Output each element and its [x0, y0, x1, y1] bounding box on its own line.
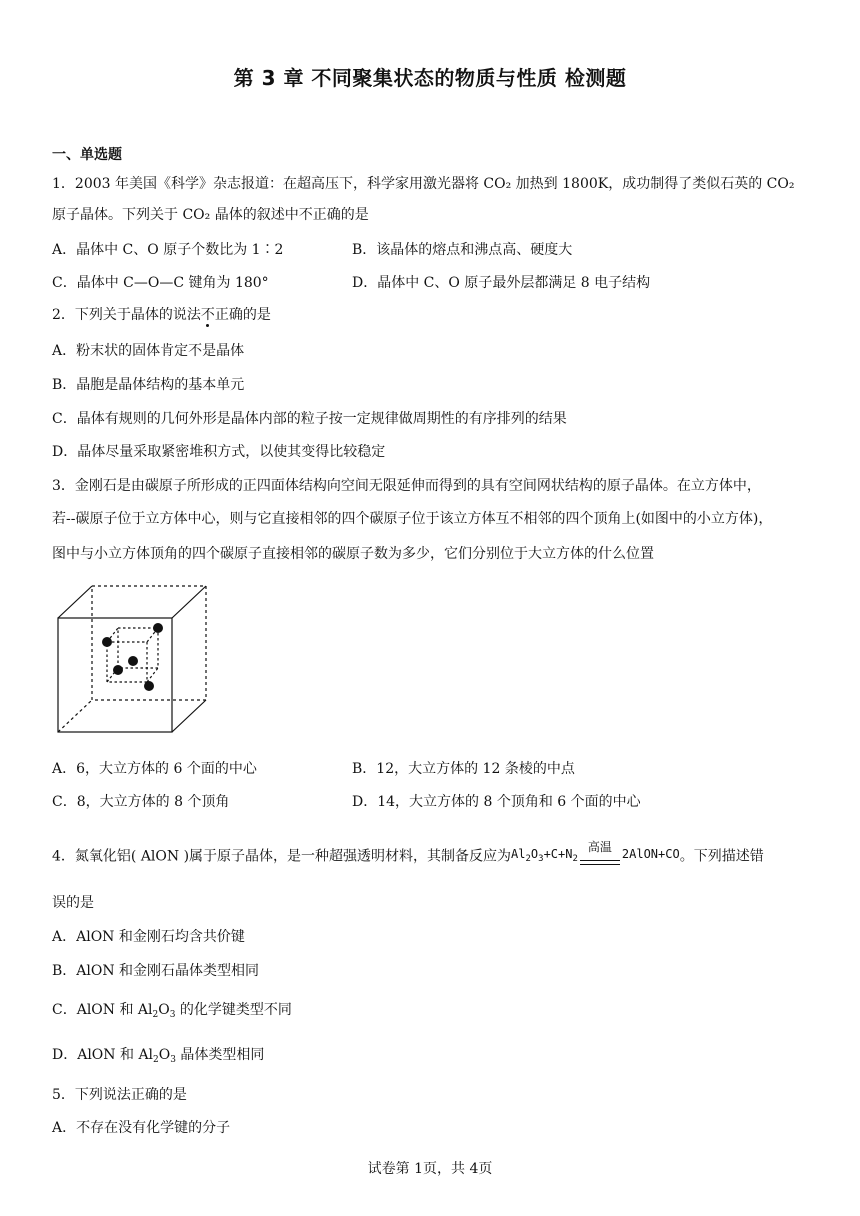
q4-stem	[52, 839, 764, 868]
reaction-condition: 高温	[587, 839, 612, 854]
q1-stem-line2: 原子晶体。下列关于 CO₂ 晶体的叙述中不正确的是	[52, 207, 369, 223]
formula-sub-n2: 2	[572, 854, 578, 864]
formula-sub-3: 3	[538, 854, 544, 864]
q4-c-o: O	[158, 1002, 170, 1018]
q2-option-b: B．晶胞是晶体结构的基本单元	[52, 377, 245, 393]
q4-c-sub-3: 3	[169, 1010, 176, 1020]
q1-option-a: A．晶体中 C、O 原子个数比为 1∶2	[52, 242, 284, 258]
carbon-atom-3	[113, 665, 123, 675]
q4-stem-b: 。下列描述错	[679, 848, 764, 865]
q1-option-c: C．晶体中 C—O—C 键角为 180°	[52, 275, 269, 291]
q4-c-text-b: 的化学键类型不同	[175, 1002, 292, 1018]
carbon-atom-4	[144, 681, 154, 691]
q4-stem-line2: 误的是	[52, 895, 94, 911]
q2-option-a: A．粉末状的固体肯定不是晶体	[52, 343, 245, 359]
q3-stem-line1: 3．金刚石是由碳原子所形成的正四面体结构向空间无限延伸而得到的具有空间网状结构的原子晶体。在立方体中，	[52, 478, 761, 494]
formula-sub-2: 2	[525, 854, 531, 864]
small-cube	[107, 628, 158, 682]
q1-option-b: B．该晶体的熔点和沸点高、硬度大	[352, 242, 573, 258]
q4-d-o: O	[158, 1047, 171, 1063]
q2-stem-b: 正确的是	[214, 307, 271, 323]
q1-stem-line1: 1．2003 年美国《科学》杂志报道：在超高压下，科学家用激光器将 CO₂ 加热到 1800K，成功制得了类似石英的 CO₂	[52, 176, 795, 192]
q4-d-text-b: 晶体类型相同	[175, 1047, 265, 1063]
carbon-atom-2	[153, 623, 163, 633]
q4-option-b: B．AlON 和金刚石晶体类型相同	[52, 963, 260, 979]
q5-option-a: A．不存在没有化学键的分子	[52, 1120, 231, 1136]
q4-d-sub-3: 3	[170, 1055, 176, 1065]
q2-option-d: D．晶体尽量采取紧密堆积方式，以使其变得比较稳定	[52, 444, 386, 460]
q2-stem-a: 2．下列关于晶体的说法	[52, 307, 201, 323]
q3-option-b: B．12，大立方体的 12 条棱的中点	[352, 761, 575, 777]
q3-option-a: A．6，大立方体的 6 个面的中心	[52, 761, 257, 777]
q4-c-sub-2: 2	[152, 1010, 159, 1020]
q3-stem-line2: 若--碳原子位于立方体中心，则与它直接相邻的四个碳原子位于该立方体互不相邻的四个顶角上(如图中的小立方体)，	[52, 511, 773, 527]
diamond-cube-figure	[52, 584, 220, 736]
q3-stem-line3: 图中与小立方体顶角的四个碳原子直接相邻的碳原子数为多少，它们分别位于大立方体的什么位置	[52, 546, 654, 562]
q4-reaction-equation	[511, 839, 680, 868]
carbon-atom-1	[102, 637, 112, 647]
formula-o: O	[530, 847, 539, 861]
page-footer: 试卷第 1页，共 4页	[367, 1161, 493, 1177]
q4-option-a: A．AlON 和金刚石均含共价键	[52, 929, 245, 945]
formula-products: 2AlON+CO	[621, 847, 680, 861]
q3-option-d: D．14，大立方体的 8 个顶角和 6 个面的中心	[352, 794, 641, 810]
q4-option-c	[52, 1001, 292, 1024]
q5-stem: 5．下列说法正确的是	[52, 1087, 187, 1103]
q4-option-d	[52, 1046, 264, 1069]
reaction-arrow	[580, 839, 620, 862]
q2-emphasis-dot: 不	[200, 307, 215, 323]
q4-d-sub-2: 2	[153, 1055, 159, 1065]
formula-reactants: +C+N	[543, 847, 573, 861]
big-cube-front-face	[58, 618, 172, 732]
q1-option-d: D．晶体中 C、O 原子最外层都满足 8 电子结构	[352, 275, 651, 291]
q2-option-c: C．晶体有规则的几何外形是晶体内部的粒子按一定规律做周期性的有序排列的结果	[52, 411, 567, 427]
formula-al: Al	[511, 847, 526, 861]
page-title: 第 3 章 不同聚集状态的物质与性质 检测题	[233, 66, 627, 90]
q4-c-text-a: C．AlON 和 Al	[52, 1002, 153, 1018]
q3-option-c: C．8，大立方体的 8 个顶角	[52, 794, 230, 810]
section-title: 一、单选题	[52, 147, 122, 163]
q4-d-text-a: D．AlON 和 Al	[52, 1047, 154, 1063]
q4-stem-a: 4．氮氧化铝( AlON )属于原子晶体，是一种超强透明材料，其制备反应为	[52, 848, 512, 865]
q2-stem	[52, 306, 271, 324]
carbon-atom-center	[128, 656, 138, 666]
